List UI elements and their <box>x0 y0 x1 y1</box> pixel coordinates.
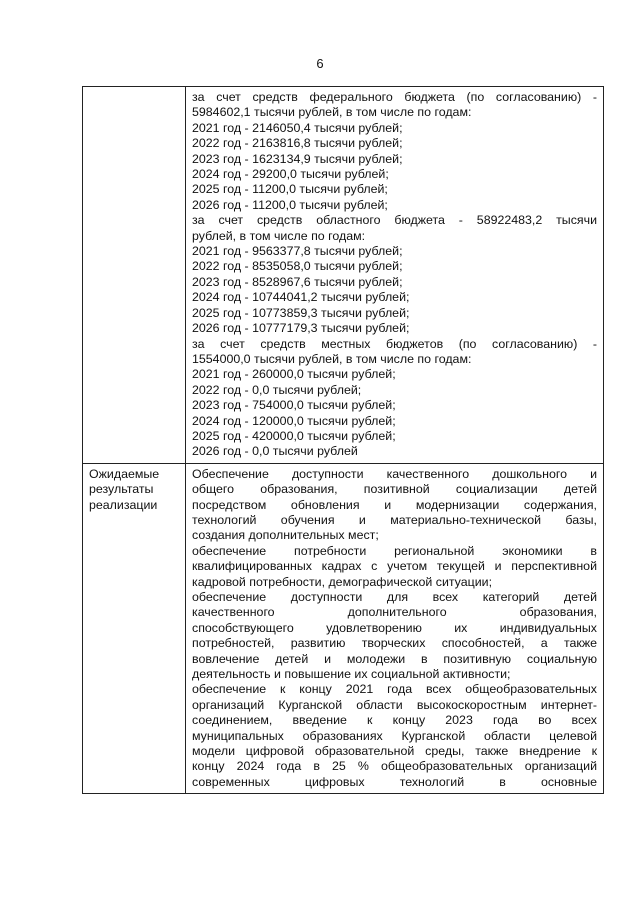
text-line: общего образования, позитивной социализации детей <box>192 482 597 497</box>
label-line: результаты <box>89 482 154 497</box>
text-line: 2025 год - 10773859,3 тысячи рублей; <box>192 305 410 320</box>
text-line: квалифицированных кадрах с учетом текущей и перспективной <box>192 559 597 574</box>
text-line: рублей, в том числе по годам: <box>192 228 366 243</box>
expected-results-row <box>83 463 604 794</box>
text-line: качественного дополнительного образования, <box>192 605 597 620</box>
financing-label-cell <box>83 87 186 464</box>
text-line: обеспечение потребности региональной экономики в <box>192 543 597 558</box>
text-line: создания дополнительных мест; <box>192 528 379 543</box>
label-line: реализации <box>89 497 158 512</box>
text-line: способствующего удовлетворению их индивидуальных <box>192 620 597 635</box>
text-line: обеспечение к концу 2021 года всех общеобразовательных <box>192 682 597 697</box>
text-line: посредством обновления и модернизации содержания, <box>192 497 597 512</box>
expected-results-label-cell <box>83 463 186 794</box>
text-line: 5984602,1 тысячи рублей, в том числе по годам: <box>192 105 472 120</box>
text-line: 2021 год - 9563377,8 тысячи рублей; <box>192 244 403 259</box>
passport-table <box>82 86 604 794</box>
text-line: 2022 год - 8535058,0 тысячи рублей; <box>192 259 403 274</box>
text-line: 2025 год - 11200,0 тысячи рублей; <box>192 182 388 197</box>
text-line: 2022 год - 2163816,8 тысячи рублей; <box>192 136 403 151</box>
text-line: 2026 год - 11200,0 тысячи рублей; <box>192 197 388 212</box>
text-line: потребностей, развитию творческих способностей, а также <box>192 636 597 651</box>
text-line: Обеспечение доступности качественного дошкольного и <box>192 466 597 481</box>
text-line: обеспечение доступности для всех категорий детей <box>192 590 597 604</box>
text-line: 2023 год - 754000,0 тысячи рублей; <box>192 398 396 413</box>
text-line: за счет средств областного бюджета - 58922483,2 тысячи <box>192 213 597 228</box>
text-line: 2023 год - 8528967,6 тысячи рублей; <box>192 274 403 289</box>
text-line: 2026 год - 0,0 тысячи рублей <box>192 444 358 459</box>
text-line: 1554000,0 тысячи рублей, в том числе по годам: <box>192 351 472 366</box>
text-line: концу 2024 года в 25 % общеобразовательных организаций <box>192 759 597 774</box>
expected-results-content-cell <box>186 463 604 794</box>
text-line: 2021 год - 260000,0 тысячи рублей; <box>192 367 396 382</box>
text-line: организаций Курганской области высокоскоростным интернет- <box>192 697 597 712</box>
text-line: современных цифровых технологий в основные <box>192 774 597 789</box>
text-line: 2023 год - 1623134,9 тысячи рублей; <box>192 151 403 166</box>
text-line: кадровой потребности, демографической ситуации; <box>192 574 493 589</box>
text-line: за счет средств местных бюджетов (по согласованию) - <box>192 336 597 351</box>
text-line: 2025 год - 420000,0 тысячи рублей; <box>192 428 396 443</box>
text-line: за счет средств федерального бюджета (по согласованию) - <box>192 90 597 104</box>
text-line: 2022 год - 0,0 тысячи рублей; <box>192 382 362 397</box>
label-line: Ожидаемые <box>89 466 160 481</box>
text-line: соединением, введение к концу 2023 года во всех <box>192 713 597 728</box>
text-line: технологий обучения и материально-технической базы, <box>192 512 597 527</box>
text-line: 2024 год - 120000,0 тысячи рублей; <box>192 413 396 428</box>
text-line: 2024 год - 10744041,2 тысячи рублей; <box>192 290 410 305</box>
text-line: 2024 год - 29200,0 тысячи рублей; <box>192 167 389 182</box>
text-line: модели цифровой образовательной среды, также внедрение к <box>192 744 597 759</box>
text-line: деятельность и повышение их социальной активности; <box>192 667 511 682</box>
financing-content-cell <box>186 87 604 464</box>
text-line: вовлечение детей и молодежи в позитивную социальную <box>192 651 597 666</box>
text-line: 2021 год - 2146050,4 тысячи рублей; <box>192 120 403 135</box>
page-number: 6 <box>316 56 324 71</box>
financing-row <box>83 87 604 464</box>
text-line: муниципальных образованиях Курганской области целевой <box>192 728 597 743</box>
text-line: 2026 год - 10777179,3 тысячи рублей; <box>192 321 410 336</box>
